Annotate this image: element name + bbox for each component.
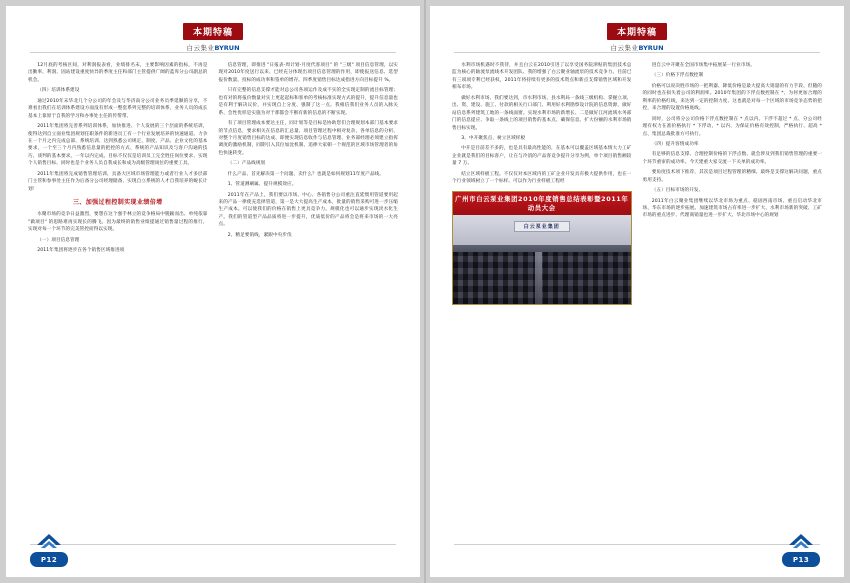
paragraph: （三）价格下浮点数控制 (651, 73, 704, 79)
company-logo-icon (788, 533, 814, 551)
photo-banner-text: 广州市白云泵业集团2010年度销售总结表彰暨2011年动员大会 (453, 192, 631, 215)
header-sub-cn-right: 白云集业 (610, 44, 639, 52)
left-page-header (6, 20, 420, 52)
paragraph: 1、管道测刷属、提升规模效应。 (227, 182, 297, 188)
paragraph: 2011年白云聚业集团继续以华北市场为重点、稳固西南市场、重点启动华北市场、华东市场的逐步拓展。加速建筑市场占有率进一步扩大、水利市场新的突破、工矿市场的重点进步、代理商销量也进一步扩大、华北市场中心的规划 (642, 198, 822, 219)
page-number-left: P12 (30, 552, 68, 567)
paragraph: 2011年集团将逐步在各个销售区域推进项 (37, 248, 125, 254)
paragraph: 2、精足要销线，紧跟中央步伐 (227, 232, 292, 238)
paragraph: 2011年集团将完善系列培训体系，加快推进、个人发展的三个层面的系统培训，使得达到自立面业集团规划任职条件的新进员工有一个行业发展培养的快速通道。力争在一个月之内完成总部、系统培训、达到熟悉公司规定、制度、产品、企业文化的基本要求，一个至三个月内熟悉信息量的把控的方式、系统的产品知识及与客户沟通的技巧、谈判的基本要求。一年以内完成、目标不仅仅是培训员工完全胜任岗位要求、实现个人销售目标、同时也是个业务人员自我成长和成为高级管理岗位的重要工具。 (28, 124, 208, 167)
right-page (430, 6, 844, 577)
event-photo-image (453, 192, 631, 304)
right-page-header (430, 20, 844, 52)
paragraph: （五）目标市场的开发、 (651, 188, 704, 194)
right-page-footer (430, 533, 844, 567)
right-column-1 (452, 62, 632, 525)
header-subtitle-right (430, 43, 844, 52)
paragraph: （二）产品线规划 (227, 161, 266, 167)
right-page-columns (452, 62, 822, 525)
header-brand-right: BYRUN (638, 44, 664, 52)
spread-gutter (424, 0, 426, 583)
header-sub-cn-left: 白云集业 (186, 44, 215, 52)
header-rule-left (30, 52, 396, 53)
paragraph: 做好水利市场、我们要达到，市水利市场、县水利局一条线三级机构、掌握立项、出、资、建设、施工、付款的相关行口部门、利用好水利勘察设计院的信息资源，做好站信息系列建筑工地的一条线面窗。实现水利市场的新增长、二是做好江河流域水务部门的信息提应、争取一条线上的项目销售的基本点、确保信息、扩大份额的水利市场销售目标实现。 (452, 95, 632, 131)
footer-rule-left (30, 544, 396, 545)
paragraph: 有了项目管理成本要达主任，同计划等是目标是协助您们合理规划本部门基本要求的节点信息，要求相关在信息的汇总量、项目管理过程中相对复杂，各单信息的分析、对整个月度销售目标的达成、即便实现信息收作与信息管理、业务部经理必须建立指挥调度的激励机制，同期引入其位加沈机制、追捧大家朝一个规范的区域市场管理者的角色快速转变。 (218, 121, 398, 156)
paragraph: （四）培训体系建设 (37, 88, 80, 94)
paragraph: 2011年集团将完成销售管理培训、具备大区域市场管理能力或者行业人才多层部门主管和参事处主任作为后备分公司经理储备，实现自立系统的人才自我培养的蜕长计划！ (28, 171, 208, 192)
left-page-columns (28, 62, 398, 525)
header-badge-right: 本期特稿 (607, 23, 667, 40)
paragraph: 进自云中开聚在全国市场集中拓展某一行业市场。 (651, 63, 755, 68)
paragraph: 信息管理，即推进 "日报表-周计划-月度代客项目" 的 "三级" 项目信息管理，以实现对2010年度送行以来、已经充分体现出项目信息管理的作用，即使报送信息、选型报价数量、投标的成功率和签单的增存。四季度销售目标达成指进方向目标提升 %。 (218, 63, 398, 83)
paragraph: 有足够的信息支撑、合理控制价格的下浮点数、就会涉及到我们销售管理的重要一个环节重审的成功率。今天建重大家交流一下关单的成功率。 (642, 152, 822, 165)
section-heading: 三、加强过程控制实现业绩倍增 (72, 199, 163, 206)
paragraph: 价格可以说决胜市场的一把利器、降低价格是最大提高大销量的有力手段、但随的的同时也在损失着公司的利润率。2010年集团的下浮点数控制在 *、为何更加合理的利率的价格红线，来达到一定的控制力度、这也就是对每一个区域的市场竞争态势的把控，来合理的设置价格底线。 (642, 83, 822, 112)
left-page-footer (6, 533, 420, 567)
paragraph: 中开是目前差不多的，也是具有最高性能的，在基本可以覆盖区域基本情大力工矿企业就是我们的目标客户，让在与冷消的产品客竞争提升分享为例，单个项目销售额较量 7 万。 (452, 146, 632, 167)
photo-stage-sign: 白云泵业集团 (514, 221, 570, 232)
photo-aisle (535, 252, 542, 304)
header-subtitle-left (6, 43, 420, 52)
paragraph: 通过2010年末华北几个分公司的年会及与华济南分公司业务员季延顺的分享，不难看出我们在培训体系建设方面没有形成一整套系列完整的培训体系，业务人员的成长基本上靠原于自我的学习和办事处主任的传帮带。 (28, 98, 208, 119)
footer-rule-right (454, 544, 820, 545)
paragraph: 3、中开聚焦点，树立区域样板 (461, 135, 526, 141)
paragraph: 水聚市场的竞争日益激烈，要想在这个强手林立的竞争格局中脱颖而出、单纯依靠 "做项目" 的思路难再实现长的腾飞。因为最终的销售业绩提通过销售量过程的推行、实现对每一个环节的完美管控而得以实现。 (28, 212, 208, 233)
left-column-2 (219, 62, 399, 525)
paragraph: 同时，公司将分公司价格下浮点数控制在 * 点以内。下浮不超过 * 点、分公司经理有权力在准价格执行 * 下浮动、* 以内、为保证价格有效控制，严格执行、超高 * 点、集团总裁批准方可执行。 (642, 116, 822, 137)
page-number-right: P13 (782, 552, 820, 567)
paragraph: （四）提升客情成功率 (651, 141, 699, 147)
paragraph: 只有完整的信息支撑才能对总公司各项运作及成不实的全实现定制的流目标管理；也有对的将报价数量对实上更起起标和客单的考核标准实现方式的提升，提升信息量也是有利于解决议价，并实现自上分度、强制了这一点。我相信我们业务人员的入脉关系、会性优样是实施为对于那都会不断有新的信息的不断实现。 (218, 88, 398, 116)
header-badge-left: 本期特稿 (183, 23, 243, 40)
left-column-1 (28, 62, 208, 525)
left-page (6, 6, 420, 577)
right-column-2 (643, 62, 823, 525)
paragraph: 结立区域样板工程。不仅仅对本区域内的工矿企业开发具有极大提供作用，也在一个行业领域树立了一个标样。可以作为行业样板工程经 (452, 171, 632, 185)
event-photo (452, 191, 632, 305)
paragraph: （一）项目信息管理 (37, 237, 80, 243)
paragraph: 12月底的考核区间，对利润报表看，业绩排名末，主要影响因素的指标，不再是出勤率、利润、固站建设重度快异的季度主任和部门主管提供广阔的蓝库分公司副总的机会。 (28, 63, 208, 83)
photo-audience (453, 252, 631, 304)
company-logo-icon (36, 533, 62, 551)
header-brand-left: BYRUN (214, 44, 240, 52)
paragraph: 2011年在产品上，我们要以市场、中心、各销售分公司重注直延惯用管道要用起来的产品一律使充选择管道，第一是大大提高生产成本，批量的销售采购可进一步压缩生产成本。可以使我们的价格在销售上更具竞争力。规模化也可以通步实现淡水化生产。我们的管道型产品品质将进一步提升，优质低价的产品将会是将来市场的一大亮点。 (218, 192, 398, 228)
paragraph: 什么产品、首先解决第一个问题、卖什么？也就是如何规划11年度产品线。 (227, 171, 384, 177)
paragraph: 要角度技术项下推荐，其次是项目过程管理的精细、最终是支撑这解决问题，重点勇用支持。 (642, 170, 822, 183)
header-rule-right (454, 52, 820, 53)
paragraph: 水利市场机遇时不我待，并且白云在2010引进了以享受国务院津贴的集团技术总监为核心的轴流泵流线术开发团队、我的增强了白云聚业轴流泵的技术竞争力。目前已有三项项专利已经获权，2011年将持续有更多的技术资点和新点支撑销售区域和开发相布市场。 (452, 63, 632, 91)
